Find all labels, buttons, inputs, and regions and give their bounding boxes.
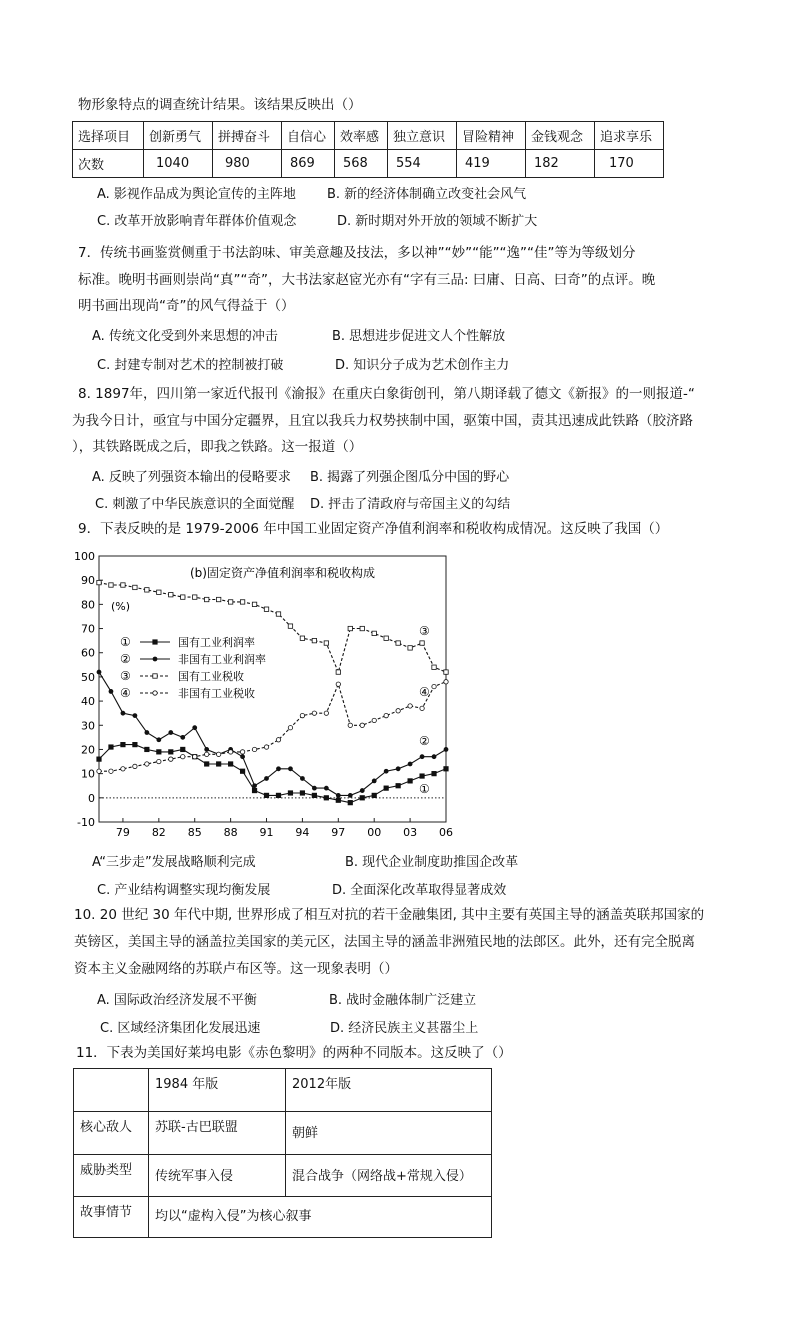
data-point bbox=[145, 747, 149, 751]
data-point bbox=[204, 752, 208, 756]
table-cell: 182 bbox=[526, 150, 595, 178]
data-point bbox=[408, 646, 412, 650]
chart-unit-label: (%) bbox=[111, 600, 131, 613]
q10-option-d[interactable]: D. 经济民族主义甚嚣尘上 bbox=[330, 1021, 479, 1036]
table-cell-empty bbox=[74, 1069, 149, 1112]
data-point bbox=[432, 684, 436, 688]
data-point bbox=[133, 742, 137, 746]
data-point bbox=[228, 600, 232, 604]
data-point bbox=[360, 796, 364, 800]
data-point bbox=[193, 755, 197, 759]
data-point bbox=[192, 725, 197, 730]
data-point bbox=[324, 711, 328, 715]
data-point bbox=[420, 641, 424, 645]
data-point bbox=[276, 793, 280, 797]
q8-option-a[interactable]: A. 反映了列强资本输出的侵略要求 bbox=[92, 470, 291, 485]
data-point bbox=[288, 766, 293, 771]
data-point bbox=[133, 585, 137, 589]
data-point bbox=[300, 636, 304, 640]
plot-frame bbox=[99, 556, 446, 822]
data-point bbox=[121, 583, 125, 587]
data-point bbox=[97, 769, 101, 773]
data-point bbox=[432, 771, 436, 775]
data-point bbox=[288, 624, 292, 628]
y-tick-label: 40 bbox=[81, 695, 95, 709]
data-point bbox=[408, 779, 412, 783]
data-point bbox=[109, 689, 114, 694]
x-tick-label: 97 bbox=[331, 826, 346, 839]
data-point bbox=[169, 750, 173, 754]
data-point bbox=[408, 704, 412, 708]
data-point bbox=[121, 742, 125, 746]
data-point bbox=[444, 680, 448, 684]
q10-option-b[interactable]: B. 战时金融体制广泛建立 bbox=[329, 993, 477, 1008]
data-point bbox=[204, 747, 209, 752]
data-point bbox=[372, 718, 376, 722]
data-point bbox=[444, 747, 449, 752]
q8-stem-line: 为我今日计，亟宜与中国分定疆界，且宜以我兵力权势挟制中国，驱策中国，责其迅速成此铁路（胶济路 bbox=[72, 413, 693, 429]
q6-option-c[interactable]: C. 改革开放影响青年群体价值观念 bbox=[97, 214, 297, 229]
q11-stem: 11．下表为美国好莱坞电影《赤色黎明》的两种不同版本。这反映了（） bbox=[76, 1045, 512, 1061]
table-cell: 核心敌人 bbox=[74, 1112, 149, 1155]
data-point bbox=[312, 786, 317, 791]
data-point bbox=[156, 737, 161, 742]
y-tick-label: 0 bbox=[88, 791, 95, 805]
series-callout: ① bbox=[419, 782, 430, 796]
data-point bbox=[252, 788, 256, 792]
table-cell: 拼搏奋斗 bbox=[213, 122, 282, 150]
y-tick-label: 50 bbox=[81, 670, 95, 684]
q8-option-b[interactable]: B. 揭露了列强企图瓜分中国的野心 bbox=[310, 470, 510, 485]
series-3 bbox=[97, 580, 448, 674]
industry-profit-tax-chart bbox=[70, 548, 460, 840]
legend-marker: ③ bbox=[120, 669, 131, 683]
legend-marker: ② bbox=[120, 652, 131, 666]
data-point bbox=[360, 788, 365, 793]
data-point bbox=[132, 713, 137, 718]
data-point bbox=[324, 641, 328, 645]
data-point bbox=[420, 754, 425, 759]
table-cell: 554 bbox=[388, 150, 457, 178]
y-tick-label: 100 bbox=[74, 550, 95, 563]
data-point bbox=[193, 595, 197, 599]
q11-film-table bbox=[73, 1068, 492, 1238]
y-tick-label: 30 bbox=[81, 719, 95, 733]
table-cell: 苏联-古巴联盟 bbox=[149, 1112, 286, 1155]
y-tick-label: 60 bbox=[81, 646, 95, 660]
q6-option-a[interactable]: A. 影视作品成为舆论宣传的主阵地 bbox=[97, 187, 296, 202]
q7-option-d[interactable]: D. 知识分子成为艺术创作主力 bbox=[335, 358, 510, 373]
data-point bbox=[264, 793, 268, 797]
data-point bbox=[157, 759, 161, 763]
table-cell: 追求享乐 bbox=[595, 122, 664, 150]
table-cell: 金钱观念 bbox=[526, 122, 595, 150]
q10-stem-line: 10. 20 世纪 30 年代中期, 世界形成了相互对抗的若干金融集团, 其中主要有英国主导的涵盖英联邦国家的 bbox=[74, 907, 705, 923]
q10-option-c[interactable]: C. 区域经济集团化发展迅速 bbox=[100, 1021, 261, 1036]
data-point bbox=[153, 657, 158, 662]
data-point bbox=[181, 755, 185, 759]
data-point bbox=[240, 600, 244, 604]
x-tick-label: 91 bbox=[259, 826, 274, 839]
data-point bbox=[360, 626, 364, 630]
q10-stem-line: 英镑区，美国主导的涵盖拉美国家的美元区，法国主导的涵盖非洲殖民地的法郎区。此外，还有完全脱离 bbox=[74, 934, 695, 950]
data-point bbox=[348, 723, 352, 727]
q7-option-b[interactable]: B. 思想进步促进文人个性解放 bbox=[332, 329, 506, 344]
data-point bbox=[168, 730, 173, 735]
data-point bbox=[348, 626, 352, 630]
series-line bbox=[99, 672, 446, 795]
y-tick-label: -10 bbox=[77, 816, 95, 829]
data-point bbox=[204, 597, 208, 601]
data-point bbox=[228, 762, 232, 766]
data-point bbox=[109, 769, 113, 773]
data-point bbox=[264, 776, 269, 781]
data-point bbox=[240, 769, 244, 773]
table-cell: 传统军事入侵 bbox=[149, 1155, 286, 1197]
data-point bbox=[157, 750, 161, 754]
data-point bbox=[153, 691, 157, 695]
y-tick-label: 90 bbox=[81, 574, 95, 588]
series-4 bbox=[97, 680, 448, 774]
data-point bbox=[181, 747, 185, 751]
table-cell: 自信心 bbox=[282, 122, 335, 150]
q8-option-d[interactable]: D. 抨击了清政府与帝国主义的勾结 bbox=[310, 497, 511, 512]
data-point bbox=[153, 640, 157, 644]
series-callout: ④ bbox=[419, 685, 430, 699]
table-cell: 568 bbox=[335, 150, 388, 178]
data-point bbox=[252, 747, 256, 751]
data-point bbox=[300, 776, 305, 781]
data-point bbox=[300, 713, 304, 717]
series-line bbox=[99, 682, 446, 772]
data-point bbox=[408, 762, 413, 767]
q7-option-a[interactable]: A. 传统文化受到外来思想的冲击 bbox=[92, 329, 278, 344]
table-cell: 独立意识 bbox=[388, 122, 457, 150]
chart-title: (b)固定资产净值利润率和税收构成 bbox=[190, 566, 375, 580]
series-2 bbox=[97, 670, 449, 798]
data-point bbox=[204, 762, 208, 766]
data-point bbox=[252, 602, 256, 606]
q10-stem-line: 资本主义金融网络的苏联卢布区等。这一现象表明（） bbox=[74, 961, 398, 977]
data-point bbox=[372, 778, 377, 783]
table-cell: 均以“虚构入侵”为核心叙事 bbox=[149, 1197, 492, 1238]
data-point bbox=[384, 769, 389, 774]
data-point bbox=[216, 752, 220, 756]
data-point bbox=[228, 750, 232, 754]
x-tick-label: 79 bbox=[115, 826, 130, 839]
data-point bbox=[300, 791, 304, 795]
q6-survey-table bbox=[72, 121, 664, 178]
data-point bbox=[153, 674, 157, 678]
q9-option-c[interactable]: C. 产业结构调整实现均衡发展 bbox=[97, 883, 271, 898]
data-point bbox=[252, 783, 257, 788]
data-point bbox=[276, 612, 280, 616]
data-point bbox=[444, 767, 448, 771]
q9-option-b[interactable]: B. 现代企业制度助推国企改革 bbox=[345, 855, 519, 870]
table-cell: 869 bbox=[282, 150, 335, 178]
x-tick-label: 03 bbox=[403, 826, 418, 839]
x-tick-label: 88 bbox=[223, 826, 238, 839]
data-point bbox=[432, 754, 437, 759]
data-point bbox=[216, 762, 220, 766]
data-point bbox=[396, 784, 400, 788]
data-point bbox=[336, 682, 340, 686]
data-point bbox=[264, 607, 268, 611]
table-row bbox=[73, 150, 664, 178]
data-point bbox=[121, 711, 126, 716]
data-point bbox=[336, 670, 340, 674]
data-point bbox=[348, 800, 352, 804]
table-row bbox=[74, 1197, 492, 1238]
data-point bbox=[312, 638, 316, 642]
table-cell: 170 bbox=[595, 150, 664, 178]
data-point bbox=[420, 706, 424, 710]
x-tick-label: 00 bbox=[367, 826, 382, 839]
data-point bbox=[181, 595, 185, 599]
q6-option-b[interactable]: B. 新的经济体制确立改变社会风气 bbox=[327, 187, 527, 202]
data-point bbox=[384, 786, 388, 790]
table-cell: 威胁类型 bbox=[74, 1155, 149, 1197]
table-cell: 冒险精神 bbox=[457, 122, 526, 150]
data-point bbox=[144, 730, 149, 735]
table-cell: 故事情节 bbox=[74, 1197, 149, 1238]
x-tick-label: 82 bbox=[151, 826, 166, 839]
legend-marker: ① bbox=[120, 635, 131, 649]
data-point bbox=[288, 791, 292, 795]
legend-label: 非国有工业利润率 bbox=[178, 653, 266, 666]
data-point bbox=[312, 793, 316, 797]
y-tick-label: 10 bbox=[81, 767, 95, 781]
q10-option-a[interactable]: A. 国际政治经济发展不平衡 bbox=[97, 993, 257, 1008]
data-point bbox=[240, 750, 244, 754]
q8-option-c[interactable]: C. 刺激了中华民族意识的全面觉醒 bbox=[95, 497, 295, 512]
table-header: 2012年版 bbox=[286, 1069, 492, 1112]
table-cell: 创新勇气 bbox=[144, 122, 213, 150]
data-point bbox=[145, 762, 149, 766]
data-point bbox=[360, 723, 364, 727]
data-point bbox=[432, 665, 436, 669]
data-point bbox=[444, 670, 448, 674]
data-point bbox=[145, 588, 149, 592]
data-point bbox=[372, 631, 376, 635]
q9-option-a[interactable]: A“三步走”发展战略顺利完成 bbox=[92, 855, 256, 870]
q6-stem: 物形象特点的调查统计结果。该结果反映出（） bbox=[78, 97, 362, 113]
table-cell: 选择项目 bbox=[73, 122, 144, 150]
table-row bbox=[74, 1069, 492, 1112]
q7-stem-line: 标准。晚明书画则崇尚“真”“奇”，大书法家赵宧光亦有“字有三品: 曰庸、日高、曰奇”的点评。晚 bbox=[78, 272, 656, 288]
x-tick-label: 85 bbox=[187, 826, 202, 839]
data-point bbox=[420, 774, 424, 778]
table-cell: 980 bbox=[213, 150, 282, 178]
legend-label: 国有工业税收 bbox=[178, 670, 244, 683]
data-point bbox=[336, 798, 340, 802]
table-row bbox=[74, 1155, 492, 1197]
data-point bbox=[372, 793, 376, 797]
data-point bbox=[324, 786, 329, 791]
table-cell: 419 bbox=[457, 150, 526, 178]
data-point bbox=[133, 764, 137, 768]
legend-marker: ④ bbox=[120, 686, 131, 700]
data-point bbox=[336, 793, 341, 798]
table-cell: 效率感 bbox=[335, 122, 388, 150]
series-callout: ③ bbox=[419, 624, 430, 638]
data-point bbox=[121, 767, 125, 771]
q6-option-d[interactable]: D. 新时期对外开放的领域不断扩大 bbox=[337, 214, 538, 229]
table-row bbox=[74, 1112, 492, 1155]
data-point bbox=[240, 754, 245, 759]
table-row bbox=[73, 122, 664, 150]
table-cell: 朝鲜 bbox=[286, 1112, 492, 1155]
data-point bbox=[384, 636, 388, 640]
y-tick-label: 20 bbox=[81, 743, 95, 757]
data-point bbox=[169, 592, 173, 596]
q9-stem: 9．下表反映的是 1979-2006 年中国工业固定资产净值利润率和税收构成情况。这反映了我国（） bbox=[78, 521, 669, 537]
q8-stem-line: 8. 1897年，四川第一家近代报刊《渝报》在重庆白象街创刊，第八期译载了德文《新报》的一则报道-“ bbox=[78, 386, 695, 402]
series-callout: ② bbox=[419, 734, 430, 748]
data-point bbox=[324, 796, 328, 800]
q8-stem-line: ），其铁路既成之后，即我之铁路。这一报道（） bbox=[72, 439, 363, 455]
data-point bbox=[396, 766, 401, 771]
legend-label: 国有工业利润率 bbox=[178, 636, 255, 649]
data-point bbox=[396, 641, 400, 645]
data-point bbox=[288, 725, 292, 729]
q7-stem-line: 明书画出现尚“奇”的风气得益于（） bbox=[78, 298, 295, 314]
x-tick-label: 06 bbox=[439, 826, 453, 839]
q9-option-d[interactable]: D. 全面深化改革取得显著成效 bbox=[332, 883, 507, 898]
data-point bbox=[97, 757, 101, 761]
x-tick-label: 94 bbox=[295, 826, 310, 839]
data-point bbox=[97, 580, 101, 584]
table-cell: 混合战争（网络战+常规入侵） bbox=[286, 1155, 492, 1197]
y-tick-label: 70 bbox=[81, 622, 95, 636]
data-point bbox=[276, 738, 280, 742]
data-point bbox=[384, 713, 388, 717]
legend-label: 非国有工业税收 bbox=[178, 687, 255, 700]
data-point bbox=[348, 793, 353, 798]
table-header: 1984 年版 bbox=[149, 1069, 286, 1112]
data-point bbox=[216, 597, 220, 601]
q7-option-c[interactable]: C. 封建专制对艺术的控制被打破 bbox=[97, 358, 284, 373]
data-point bbox=[264, 745, 268, 749]
data-point bbox=[109, 583, 113, 587]
data-point bbox=[312, 711, 316, 715]
data-point bbox=[180, 735, 185, 740]
q7-stem-line: 7．传统书画鉴赏侧重于书法韵味、审美意趣及技法，多以神”“妙”“能”“逸”“佳”等为等级划分 bbox=[78, 245, 636, 261]
data-point bbox=[97, 670, 102, 675]
data-point bbox=[169, 757, 173, 761]
data-point bbox=[157, 590, 161, 594]
data-point bbox=[276, 766, 281, 771]
data-point bbox=[396, 709, 400, 713]
data-point bbox=[109, 745, 113, 749]
table-cell: 次数 bbox=[73, 150, 144, 178]
y-tick-label: 80 bbox=[81, 598, 95, 612]
table-cell: 1040 bbox=[144, 150, 213, 178]
